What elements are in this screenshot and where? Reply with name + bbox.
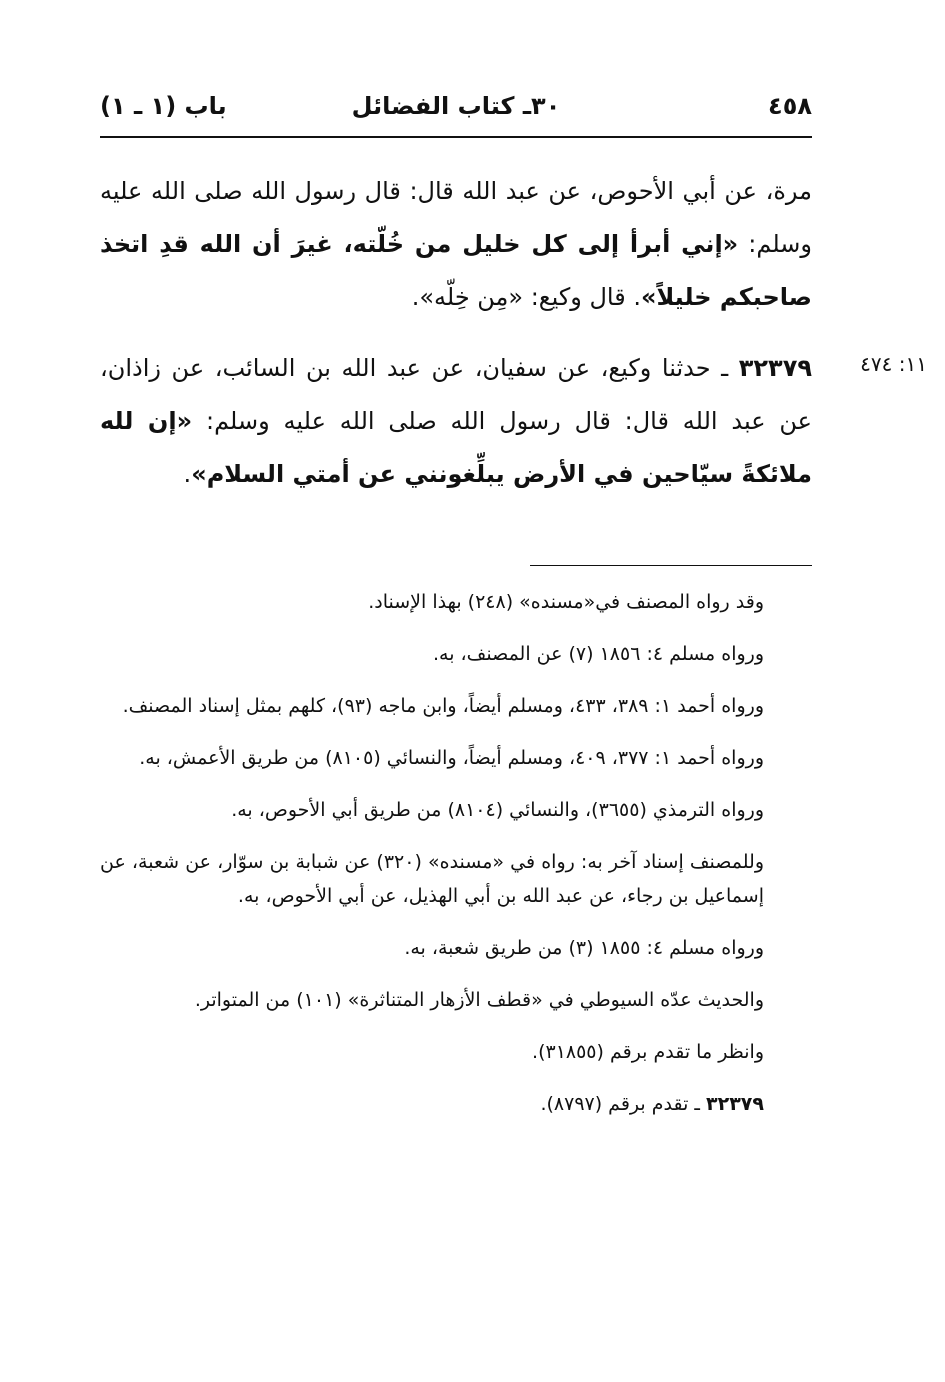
footnote-line: ورواه أحمد ١: ٣٧٧، ٤٠٩، ومسلم أيضاً، والنسائي (٨١٠٥) من طريق الأعمش، به. [139,747,764,769]
page-number: ٤٥٨ [768,92,812,120]
footnotes [100,585,812,1139]
hadith-matn: «إني أبرأ إلى كل خليل من خُلّته، غيرَ أن الله قدِ اتخذ صاحبكم خليلاً» [100,230,812,311]
footnote-hadith-number: ٣٢٣٧٩ [706,1093,764,1115]
text-plain: . [183,460,192,488]
footnote-line: وللمصنف إسناد آخر به: رواه في «مسنده» (٣٢٠) عن شبابة بن سوّار، عن شعبة، عن إسماعيل بن رجاء، عن عبد الله بن أبي الهذيل، عن أبي الأحوص، به. [100,851,764,907]
hadith-continuation [100,165,812,324]
footnote-line: وانظر ما تقدم برقم (٣١٨٥٥). [532,1041,764,1063]
chapter-label: باب (١ ـ ١) [100,92,227,120]
hadith-32379 [100,342,812,501]
footnote-divider [530,565,812,566]
page-header [100,88,812,128]
footnote-line: ورواه مسلم ٤: ١٨٥٥ (٣) من طريق شعبة، به. [404,937,764,959]
footnote-line: وقد رواه المصنف في«مسنده» (٢٤٨) بهذا الإسناد. [368,591,764,613]
footnote-line: والحديث عدّه السيوطي في «قطف الأزهار المتناثرة» (١٠١) من المتواتر. [194,989,764,1011]
footnote-line: ورواه مسلم ٤: ١٨٥٦ (٧) عن المصنف، به. [433,643,764,665]
text-plain: . قال وكيع: «مِن خِلّه». [411,283,641,311]
text-plain: ـ حدثنا وكيع، عن سفيان، عن عبد الله بن السائب، عن زاذان، عن عبد الله قال: قال رسول الله صلى الله عليه وسلم: [100,354,812,435]
margin-reference: ١١: ٤٧٤ [860,352,927,376]
text-plain: مرة، عن أبي الأحوص، عن عبد الله قال: قال رسول الله صلى الله عليه وسلم: [100,177,812,258]
header-divider [100,136,812,138]
footnote-line-last [100,1087,812,1121]
book-title: ٣٠ـ كتاب الفضائل [351,92,561,120]
footnote-line: ورواه أحمد ١: ٣٨٩، ٤٣٣، ومسلم أيضاً، وابن ماجه (٩٣)، كلهم بمثل إسناد المصنف. [122,695,764,717]
hadith-matn: «إن لله ملائكةً سيّاحين في الأرض يبلِّغونني عن أمتي السلام» [100,407,812,488]
footnote-line: ورواه الترمذي (٣٦٥٥)، والنسائي (٨١٠٤) من طريق أبي الأحوص، به. [231,799,764,821]
hadith-number: ٣٢٣٧٩ [738,354,812,382]
footnote-text: ـ تقدم برقم (٨٧٩٧). [540,1093,707,1115]
